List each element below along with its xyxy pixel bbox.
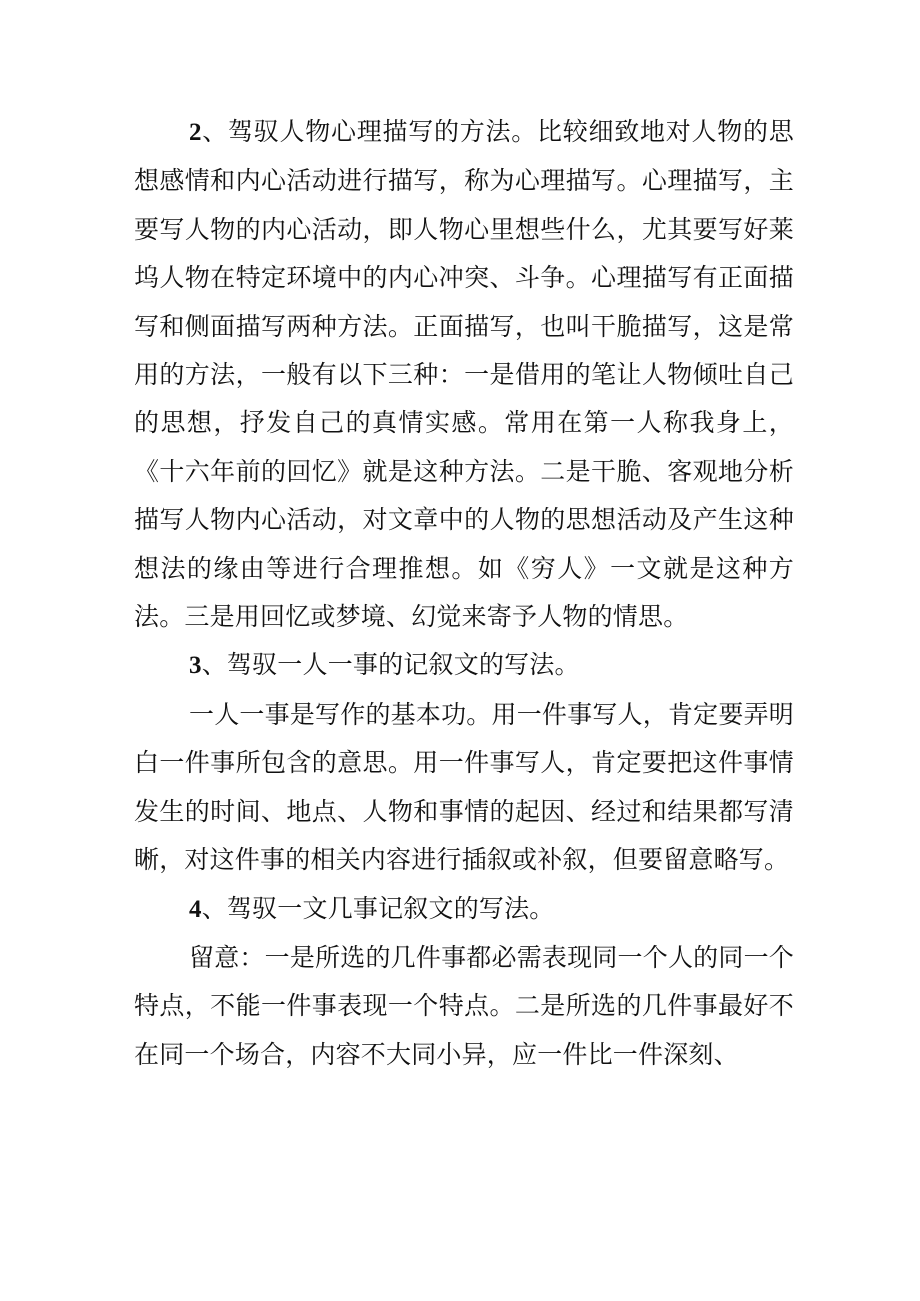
paragraph-text: 、驾驭一人一事的记叙文的写法。 — [201, 650, 580, 680]
section-number: 3 — [189, 652, 202, 680]
paragraph-text: 、驾驭人物心理描写的方法。比较细致地对人物的思想感情和内心活动进行描写，称为心理描写。心理描写，主要写人物的内心活动，即人物心里想些什么，尤其要写好莱坞人物在特定环境中的内心冲突、斗争。心理描写有正面描写和侧面描写两种方法。正面描写，也叫干脆描写，这是常用的方法，一般有以下三种：一是借用的笔让人物倾吐自己的思想，抒发自己的真情实感。常用在第一人称我身上，《十六年前的回忆》就是这种方法。二是干脆、客观地分析描写人物内心活动，对文章中的人物的思想活动及产生这种想法的缘由等进行合理推想。如《穷人》一文就是这种方法。三是用回忆或梦境、幻觉来寄予人物的情思。 — [134, 117, 794, 632]
paragraph-text: 留意：一是所选的几件事都必需表现同一个人的同一个特点，不能一件事表现一个特点。二是所选的几件事最好不在同一个场合，内容不大同小异，应一件比一件深刻、 — [134, 942, 794, 1069]
document-body — [134, 108, 794, 1079]
paragraph-text: 、驾驭一文几事记叙文的写法。 — [201, 893, 555, 923]
paragraph-4-body — [134, 934, 794, 1079]
paragraph-text: 一人一事是写作的基本功。用一件事写人，肯定要弄明白一件事所包含的意思。用一件事写人，肯定要把这件事情发生的时间、地点、人物和事情的起因、经过和结果都写清晰，对这件事的相关内容进行插叙或补叙，但要留意略写。 — [134, 699, 794, 875]
section-number: 2 — [189, 119, 202, 146]
paragraph-3-heading — [134, 641, 794, 690]
paragraph-2 — [134, 108, 794, 641]
paragraph-4-heading — [134, 885, 794, 934]
section-number: 4 — [189, 895, 202, 923]
paragraph-3-body — [134, 691, 794, 885]
